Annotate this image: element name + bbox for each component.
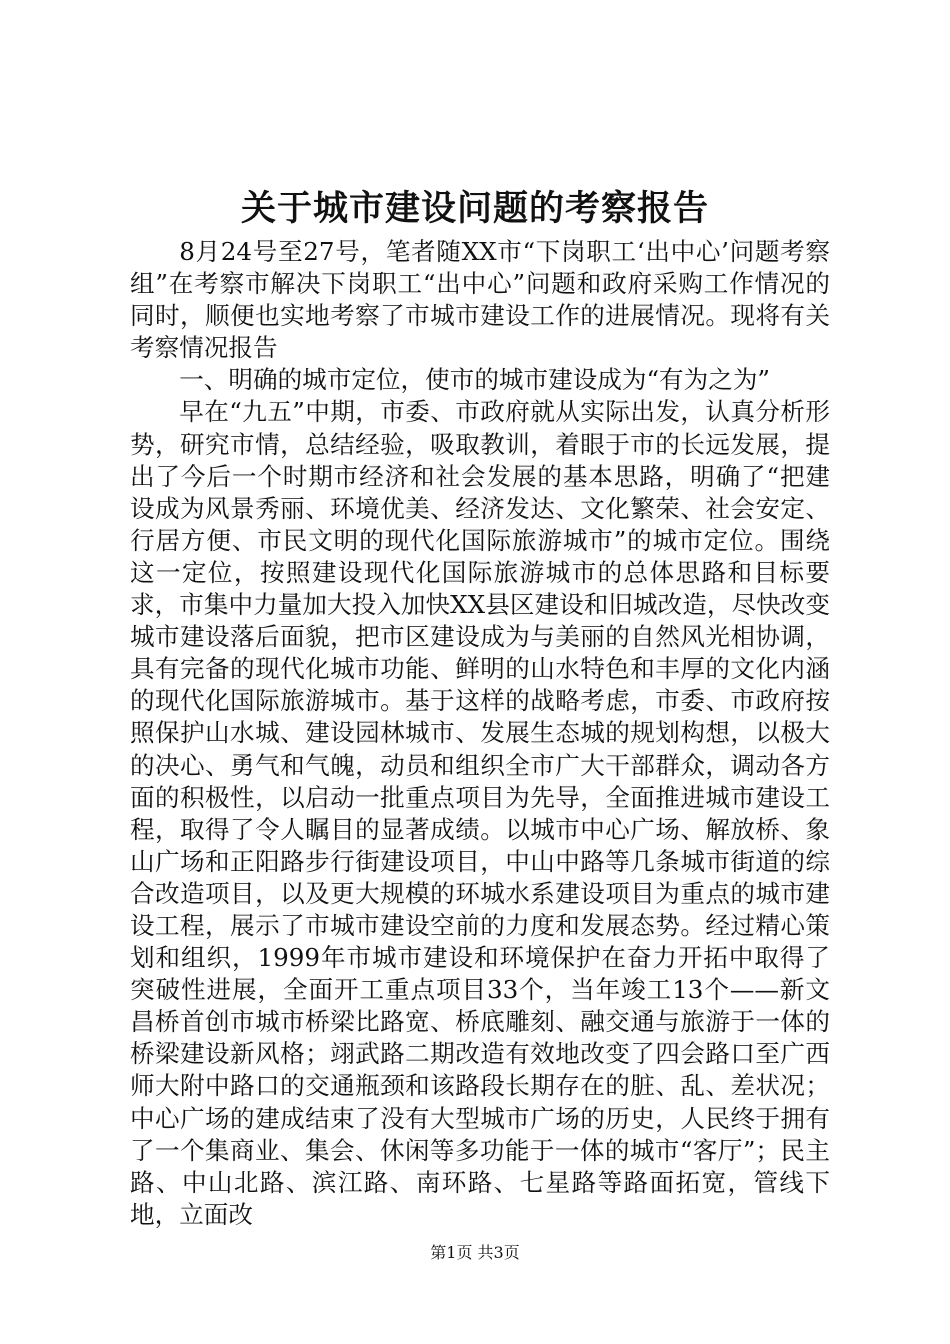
document-body <box>130 236 830 1231</box>
paragraph-main: 早在“九五”中期，市委、市政府就从实际出发，认真分析形势，研究市情，总结经验，吸取教训，着眼于市的长远发展，提出了今后一个时期市经济和社会发展的基本思路，明确了“把建设成为风景秀丽、环境优美、经济发达、文化繁荣、社会安定、行居方便、市民文明的现代化国际旅游城市”的城市定位。围绕这一定位，按照建设现代化国际旅游城市的总体思路和目标要求，市集中力量加大投入加快XX县区建设和旧城改造，尽快改变城市建设落后面貌，把市区建设成为与美丽的自然风光相协调，具有完备的现代化城市功能、鲜明的山水特色和丰厚的文化内涵的现代化国际旅游城市。基于这样的战略考虑，市委、市政府按照保护山水城、建设园林城市、发展生态城的规划构想，以极大的决心、勇气和气魄，动员和组织全市广大干部群众，调动各方面的积极性，以启动一批重点项目为先导，全面推进城市建设工程，取得了令人瞩目的显著成绩。以城市中心广场、解放桥、象山广场和正阳路步行街建设项目，中山中路等几条城市街道的综合改造项目，以及更大规模的环城水系建设项目为重点的城市建设工程，展示了市城市建设空前的力度和发展态势。经过精心策划和组织，1999年市城市建设和环境保护在奋力开拓中取得了突破性进展，全面开工重点项目33个，当年竣工13个——新文昌桥首创市城市桥梁比路宽、桥底雕刻、融交通与旅游于一体的桥梁建设新风格；翊武路二期改造有效地改变了四会路口至广西师大附中路口的交通瓶颈和该路段长期存在的脏、乱、差状况；中心广场的建成结束了没有大型城市广场的历史，人民终于拥有了一个集商业、集会、休闲等多功能于一体的城市“客厅”；民主路、中山北路、滨江路、南环路、七星路等路面拓宽，管线下地，立面改 <box>130 397 830 1229</box>
page-number: 第1页 共3页 <box>430 1243 520 1262</box>
section-heading: 一、明确的城市定位，使市的城市建设成为“有为之为” <box>179 365 770 395</box>
paragraph-intro: 8月24号至27号，笔者随XX市“下岗职工‘出中心’问题考察组”在考察市解决下岗职工“出中心”问题和政府采购工作情况的同时，顺便也实地考察了市城市建设工作的进展情况。现将有关考察情况报告 <box>130 237 830 363</box>
document-title: 关于城市建设问题的考察报告 <box>240 188 709 229</box>
